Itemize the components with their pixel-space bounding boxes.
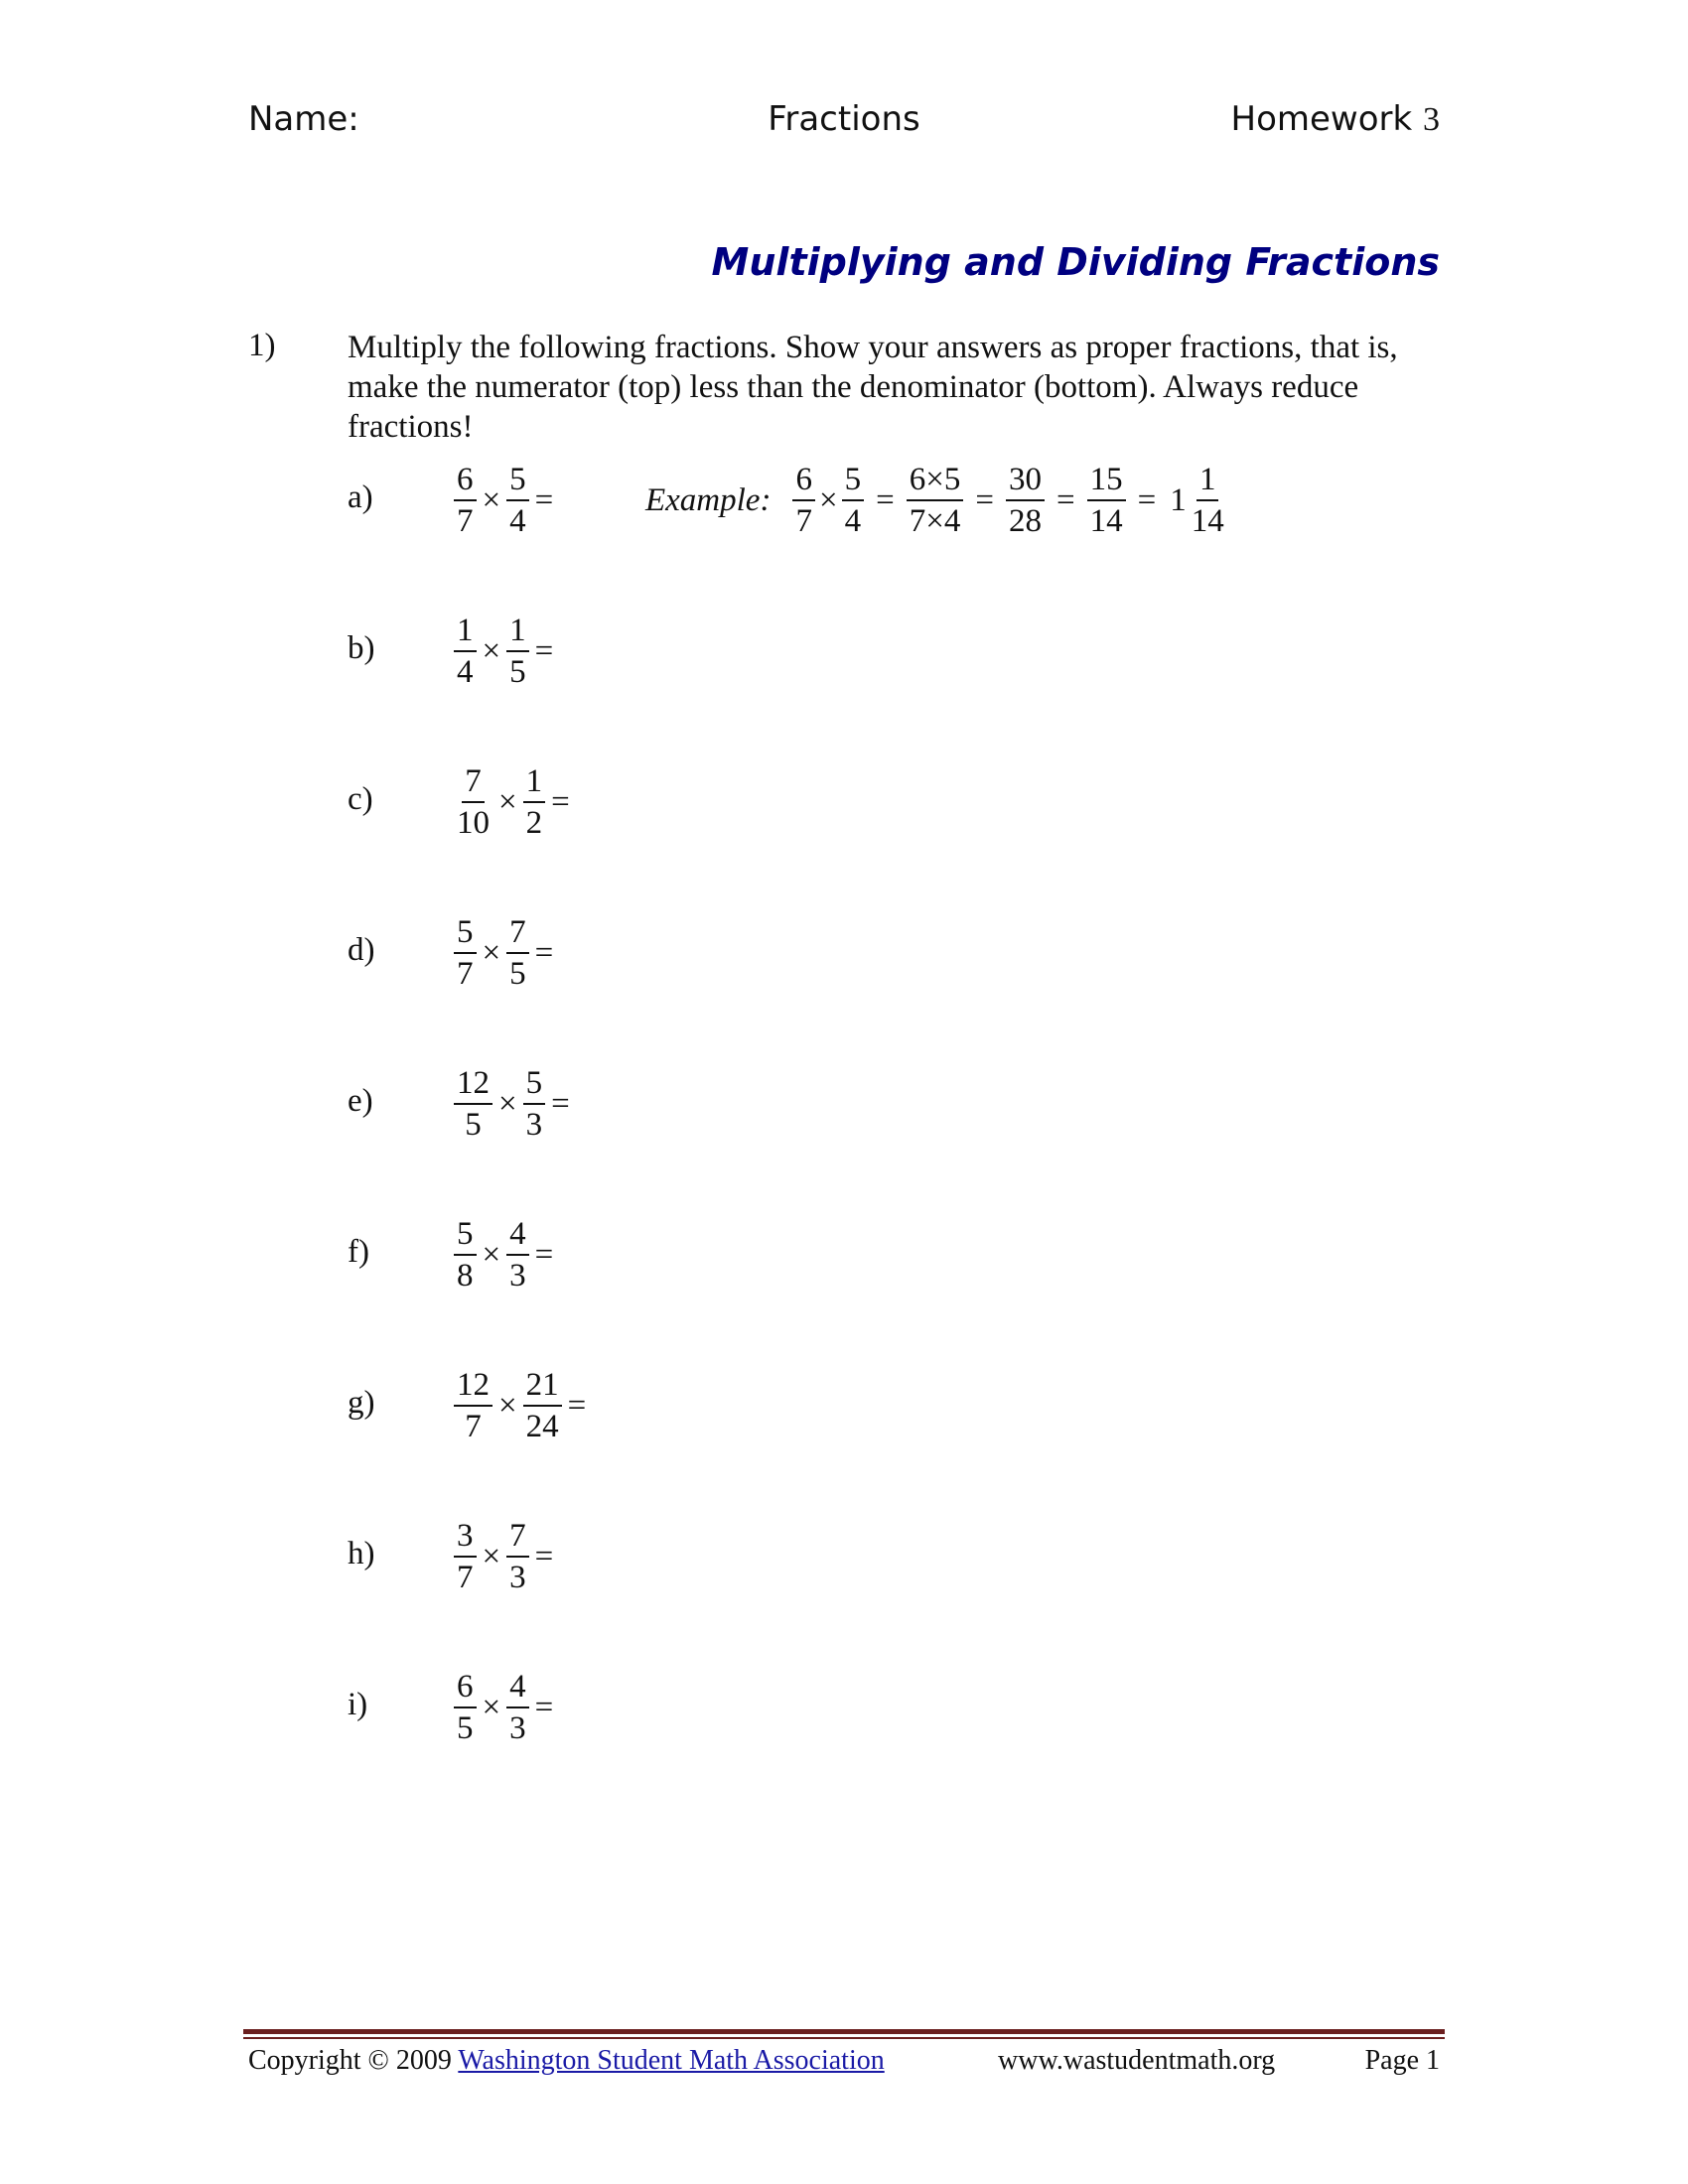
numerator: 5 bbox=[842, 460, 865, 501]
fraction bbox=[521, 1063, 548, 1145]
denominator: 10 bbox=[457, 805, 490, 841]
times-sign: × bbox=[482, 1689, 501, 1725]
fraction bbox=[1085, 460, 1128, 541]
problem-label: c) bbox=[348, 781, 373, 817]
fraction bbox=[905, 460, 966, 541]
problem-expression bbox=[452, 1214, 557, 1296]
denominator: 4 bbox=[844, 503, 862, 539]
times-sign: × bbox=[818, 481, 838, 518]
problem-label: i) bbox=[348, 1687, 368, 1722]
denominator: 7 bbox=[457, 956, 474, 992]
denominator: 7×4 bbox=[909, 503, 961, 539]
numerator: 1 bbox=[454, 611, 477, 652]
denominator: 5 bbox=[457, 1710, 474, 1746]
problem-expression bbox=[452, 611, 557, 692]
numerator: 6 bbox=[454, 460, 477, 501]
homework-label bbox=[1231, 99, 1441, 139]
equals-sign: = bbox=[534, 934, 554, 971]
times-sign: × bbox=[482, 934, 501, 971]
numerator: 12 bbox=[454, 1365, 492, 1407]
problem-expression bbox=[452, 761, 574, 843]
footer-rule bbox=[243, 2029, 1445, 2034]
numerator: 5 bbox=[523, 1063, 546, 1105]
fraction bbox=[452, 1365, 494, 1446]
topic-title: Fractions bbox=[768, 99, 920, 139]
numerator: 7 bbox=[462, 761, 485, 803]
fraction bbox=[504, 460, 531, 541]
equals-sign: = bbox=[534, 1538, 554, 1574]
equals-sign: = bbox=[534, 1689, 554, 1725]
fraction bbox=[452, 460, 479, 541]
denominator: 3 bbox=[509, 1560, 526, 1595]
problem-label: a) bbox=[348, 479, 373, 515]
numerator: 21 bbox=[523, 1365, 562, 1407]
denominator: 14 bbox=[1089, 503, 1123, 539]
denominator: 14 bbox=[1191, 503, 1224, 539]
numerator: 7 bbox=[506, 912, 529, 954]
problem-label: g) bbox=[348, 1385, 375, 1421]
numerator: 7 bbox=[506, 1516, 529, 1558]
problem-label: b) bbox=[348, 630, 375, 666]
fraction bbox=[452, 611, 479, 692]
problem-expression bbox=[452, 1667, 557, 1748]
fraction bbox=[452, 1516, 479, 1597]
denominator: 7 bbox=[465, 1409, 482, 1444]
fraction bbox=[452, 912, 479, 994]
numerator: 15 bbox=[1087, 460, 1126, 501]
copyright bbox=[248, 2045, 885, 2077]
org-link[interactable]: Washington Student Math Association bbox=[458, 2045, 885, 2076]
name-label: Name: bbox=[248, 99, 359, 139]
numerator: 4 bbox=[506, 1214, 529, 1256]
problem-expression bbox=[452, 1516, 557, 1597]
equals-sign: = bbox=[534, 481, 554, 518]
page-number: Page 1 bbox=[1364, 2045, 1440, 2076]
equals-sign: = bbox=[551, 783, 570, 820]
fraction bbox=[504, 1516, 531, 1597]
equals-sign: = bbox=[975, 481, 994, 518]
denominator: 7 bbox=[795, 503, 812, 539]
numerator: 6 bbox=[454, 1667, 477, 1708]
problem-label: e) bbox=[348, 1083, 373, 1119]
homework-text: Homework bbox=[1230, 99, 1413, 139]
numerator: 1 bbox=[506, 611, 529, 652]
question-number: 1) bbox=[248, 328, 276, 363]
fraction bbox=[504, 912, 531, 994]
times-sign: × bbox=[498, 783, 517, 820]
denominator: 3 bbox=[509, 1258, 526, 1294]
fraction bbox=[504, 1667, 531, 1748]
fraction bbox=[790, 460, 817, 541]
problem-expression bbox=[452, 1365, 590, 1446]
problem-label: d) bbox=[348, 932, 375, 968]
denominator: 7 bbox=[457, 503, 474, 539]
problem-expression bbox=[452, 912, 557, 994]
denominator: 5 bbox=[509, 654, 526, 690]
numerator: 4 bbox=[506, 1667, 529, 1708]
denominator: 4 bbox=[457, 654, 474, 690]
fraction bbox=[521, 1365, 564, 1446]
footer-rule-thin bbox=[243, 2037, 1445, 2039]
fraction bbox=[452, 761, 494, 843]
numerator: 1 bbox=[523, 761, 546, 803]
equals-sign: = bbox=[567, 1387, 587, 1424]
example-label: Example: bbox=[645, 481, 772, 518]
equals-sign: = bbox=[1055, 481, 1075, 518]
numerator: 30 bbox=[1006, 460, 1045, 501]
homework-number: 3 bbox=[1423, 101, 1440, 138]
fraction bbox=[504, 611, 531, 692]
numerator: 6×5 bbox=[907, 460, 964, 501]
fraction bbox=[521, 761, 548, 843]
numerator: 6 bbox=[792, 460, 815, 501]
fraction bbox=[840, 460, 867, 541]
numerator: 3 bbox=[454, 1516, 477, 1558]
denominator: 28 bbox=[1008, 503, 1042, 539]
equals-sign: = bbox=[551, 1085, 570, 1122]
times-sign: × bbox=[482, 481, 501, 518]
mixed-number-whole: 1 bbox=[1170, 481, 1187, 518]
denominator: 3 bbox=[509, 1710, 526, 1746]
numerator: 5 bbox=[454, 1214, 477, 1256]
equals-sign: = bbox=[534, 1236, 554, 1273]
fraction bbox=[452, 1063, 494, 1145]
times-sign: × bbox=[498, 1387, 517, 1424]
problem-expression bbox=[452, 460, 557, 541]
numerator: 1 bbox=[1196, 460, 1219, 501]
equals-sign: = bbox=[1137, 481, 1157, 518]
times-sign: × bbox=[498, 1085, 517, 1122]
problem-label: h) bbox=[348, 1536, 375, 1571]
denominator: 2 bbox=[525, 805, 543, 841]
fraction bbox=[1187, 460, 1229, 541]
fraction bbox=[452, 1214, 479, 1296]
question-instructions: Multiply the following fractions. Show your answers as proper fractions, that is, make the numerator (top) less than the denominator (bottom). Always reduce fractions! bbox=[348, 330, 1398, 445]
denominator: 3 bbox=[525, 1107, 543, 1143]
denominator: 24 bbox=[525, 1409, 559, 1444]
denominator: 4 bbox=[509, 503, 526, 539]
numerator: 12 bbox=[454, 1063, 492, 1105]
copyright-text: Copyright © 2009 bbox=[248, 2045, 459, 2076]
equals-sign: = bbox=[534, 632, 554, 669]
denominator: 5 bbox=[509, 956, 526, 992]
times-sign: × bbox=[482, 1538, 501, 1574]
denominator: 5 bbox=[465, 1107, 482, 1143]
worked-example bbox=[645, 460, 1229, 541]
numerator: 5 bbox=[506, 460, 529, 501]
section-title: Multiplying and Dividing Fractions bbox=[711, 240, 1440, 284]
denominator: 8 bbox=[457, 1258, 474, 1294]
times-sign: × bbox=[482, 632, 501, 669]
times-sign: × bbox=[482, 1236, 501, 1273]
fraction bbox=[504, 1214, 531, 1296]
problem-expression bbox=[452, 1063, 574, 1145]
problem-label: f) bbox=[348, 1234, 369, 1270]
fraction bbox=[1004, 460, 1047, 541]
fraction bbox=[452, 1667, 479, 1748]
denominator: 7 bbox=[457, 1560, 474, 1595]
website-url: www.wastudentmath.org bbox=[998, 2045, 1276, 2076]
numerator: 5 bbox=[454, 912, 477, 954]
equals-sign: = bbox=[876, 481, 895, 518]
